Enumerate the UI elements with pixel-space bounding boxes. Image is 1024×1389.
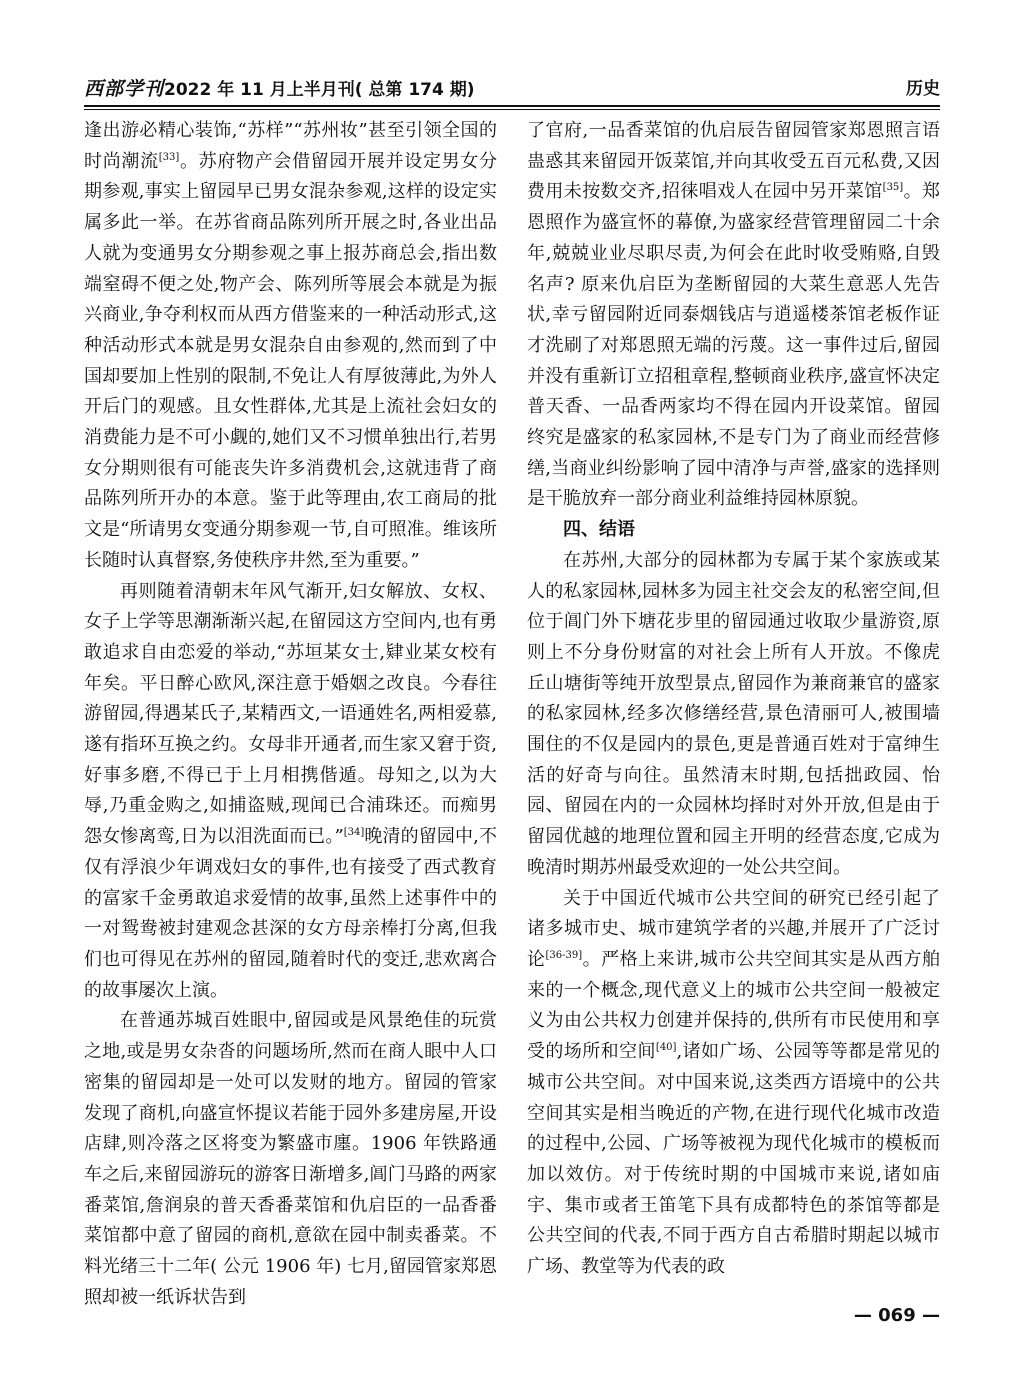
- paragraph: [84, 577, 497, 1007]
- paragraph-text: 。苏府物产会借留园开展并设定男女分期参观,事实上留园早已男女混杂参观,这样的设定实属多此一举。在苏省商品陈列所开展之时,各业出品人就为变通男女分期参观之事上报苏商总会,指出数端窒碍不便之处,物产会、陈列所等展会本就是为振兴商业,争夺利权而从西方借鉴来的一种活动形式,这种活动形式本就是男女混杂自由参观的,然而到了中国却要加上性别的限制,不免让人有厚彼薄此,为外人开后门的观感。且女性群体,尤其是上流社会妇女的消费能力是不可小觑的,她们又不习惯单独出行,若男女分期则很有可能丧失许多消费机会,这就违背了商品陈列所开办的本意。鉴于此等理由,农工商局的批文是“所请男女变通分期参观一节,自可照准。维该所长随时认真督察,务使秩序井然,至为重要。”: [84, 150, 498, 571]
- citation: [34]: [343, 827, 365, 839]
- section-heading: 四、结语: [563, 519, 635, 541]
- paragraph-text: 晚清的留园中,不仅有浮浪少年调戏妇女的事件,也有接受了西式教育的富家千金勇敢追求爱情的故事,虽然上述事件中的一对鸳鸯被封建观念甚深的女方母亲棒打分离,但我们也可得见在苏州的留园,随着时代的变迁,悲欢离合的故事屡次上演。: [84, 826, 497, 1001]
- journal-logo: 西部学刊: [84, 78, 165, 100]
- citation: [33]: [158, 151, 180, 163]
- paragraph: 在苏州,大部分的园林都为专属于某个家族或某人的私家园林,园林多为园主社交会友的私密空间,但位于阊门外下塘花步里的留园通过收取少量游资,原则上不分身份财富的对社会上所有人开放。不像虎丘山塘街等纯开放型景点,留园作为兼商兼官的盛家的私家园林,经多次修缮经营,景色清丽可人,被围墙围住的不仅是园内的景色,更是普通百姓对于富绅生活的好奇与向往。虽然清末时期,包括拙政园、怡园、留园在内的一众园林均择时对外开放,但是由于留园优越的地理位置和园主开明的经营态度,它成为晚清时期苏州最受欢迎的一处公共空间。: [527, 549, 940, 878]
- paragraph-text: 再则随着清朝末年风气渐开,妇女解放、女权、女子上学等思潮渐渐兴起,在留园这方空间内,也有勇敢追求自由恋爱的举动,“苏垣某女士,肄业某女校有年矣。平日醉心欧风,深注意于婚姻之改良。今春往游留园,得遇某氏子,某精西文,一语通姓名,两相爱慕,遂有指环互换之约。女母非开通者,而生家又窘于资,好事多磨,不得已于上月相携偕遁。母知之,以为大辱,乃重金购之,如捕盗贼,现闻已合浦珠还。而痴男怨女惨离鸾,日为以泪洗面而已。”: [84, 580, 497, 848]
- right-column: [527, 116, 940, 1283]
- paragraph-text: 了官府,一品香菜馆的仇启辰告留园管家郑恩照言语蛊惑其来留园开饭菜馆,并向其收受五百元私费,又因费用未按数交齐,招徕唱戏人在园中另开菜馆: [527, 120, 940, 203]
- running-header: [84, 74, 940, 104]
- paragraph-text: 。郑恩照作为盛宣怀的幕僚,为盛家经营管理留园二十余年,兢兢业业尽职尽责,为何会在此时收受贿赂,自毁名声? 原来仇启臣为垄断留园的大菜生意恶人先告状,幸亏留园附近同泰烟钱店与逍遥楼茶馆老板作证才洗刷了对郑恩照无端的污蔑。这一事件过后,留园并没有重新订立招租章程,整顿商业秩序,盛宣怀决定普天香、一品香两家均不得在园内开设菜馆。留园终究是盛家的私家园林,不是专门为了商业而经营修缮,当商业纠纷影响了园中清净与声誉,盛家的选择则是干脆放弃一部分商业利益维持园林原貌。: [527, 181, 940, 510]
- paragraph: [527, 884, 940, 1283]
- citation: [35]: [882, 182, 904, 194]
- paragraph-text: 。严格上来讲,城市公共空间其实是从西方舶来的一个概念,现代意义上的城市公共空间一般被定义为由公共权力创建并保持的,供所有市民使用和享受的场所和空间: [527, 948, 940, 1063]
- paragraph: [527, 116, 940, 515]
- paragraph: 在普通苏城百姓眼中,留园或是风景绝佳的玩赏之地,或是男女杂沓的问题场所,然而在商人眼中人口密集的留园却是一处可以发财的地方。留园的管家发现了商机,向盛宣怀提议若能于园外多建房屋,开设店肆,则冷落之区将变为繁盛市廛。1906 年铁路通车之后,来留园游玩的游客日渐增多,阊门马路的两家番菜馆,詹润泉的普天香番菜馆和仇启臣的一品香番菜馆都中意了留园的商机,意欲在园中制卖番菜。不料光绪三十二年( 公元 1906 年) 七月,留园管家郑恩照却被一纸诉状告到: [84, 1010, 497, 1308]
- paragraph-text: 逢出游必精心装饰,“苏样”“苏州妆”甚至引领全国的时尚潮流: [84, 120, 497, 172]
- paragraph-text: ,诸如广场、公园等等都是常见的城市公共空间。对中国来说,这类西方语境中的公共空间其实是相当晚近的产物,在进行现代化城市改造的过程中,公园、广场等被视为现代化城市的模板而加以效仿。对于传统时期的中国城市来说,诸如庙宇、集市或者王笛笔下具有成都特色的茶馆等都是公共空间的代表,不同于西方自古希腊时期起以城市广场、教堂等为代表的政: [527, 1041, 940, 1278]
- citation: [40]: [655, 1042, 677, 1054]
- paragraph: [84, 116, 497, 577]
- paragraph-text: 关于中国近代城市公共空间的研究已经引起了诸多城市史、城市建筑学者的兴趣,并展开了广泛讨论: [527, 887, 940, 970]
- header-left: [84, 74, 475, 105]
- section-name: 历史: [906, 79, 940, 99]
- header-rule-thick: [84, 105, 940, 107]
- header-rule-thin: [84, 109, 940, 110]
- page-number: — 069 —: [853, 1305, 940, 1326]
- left-column: [84, 116, 497, 1313]
- citation: [36-39]: [545, 949, 583, 961]
- issue-info: 2022 年 11 月上半月刊( 总第 174 期): [164, 80, 475, 100]
